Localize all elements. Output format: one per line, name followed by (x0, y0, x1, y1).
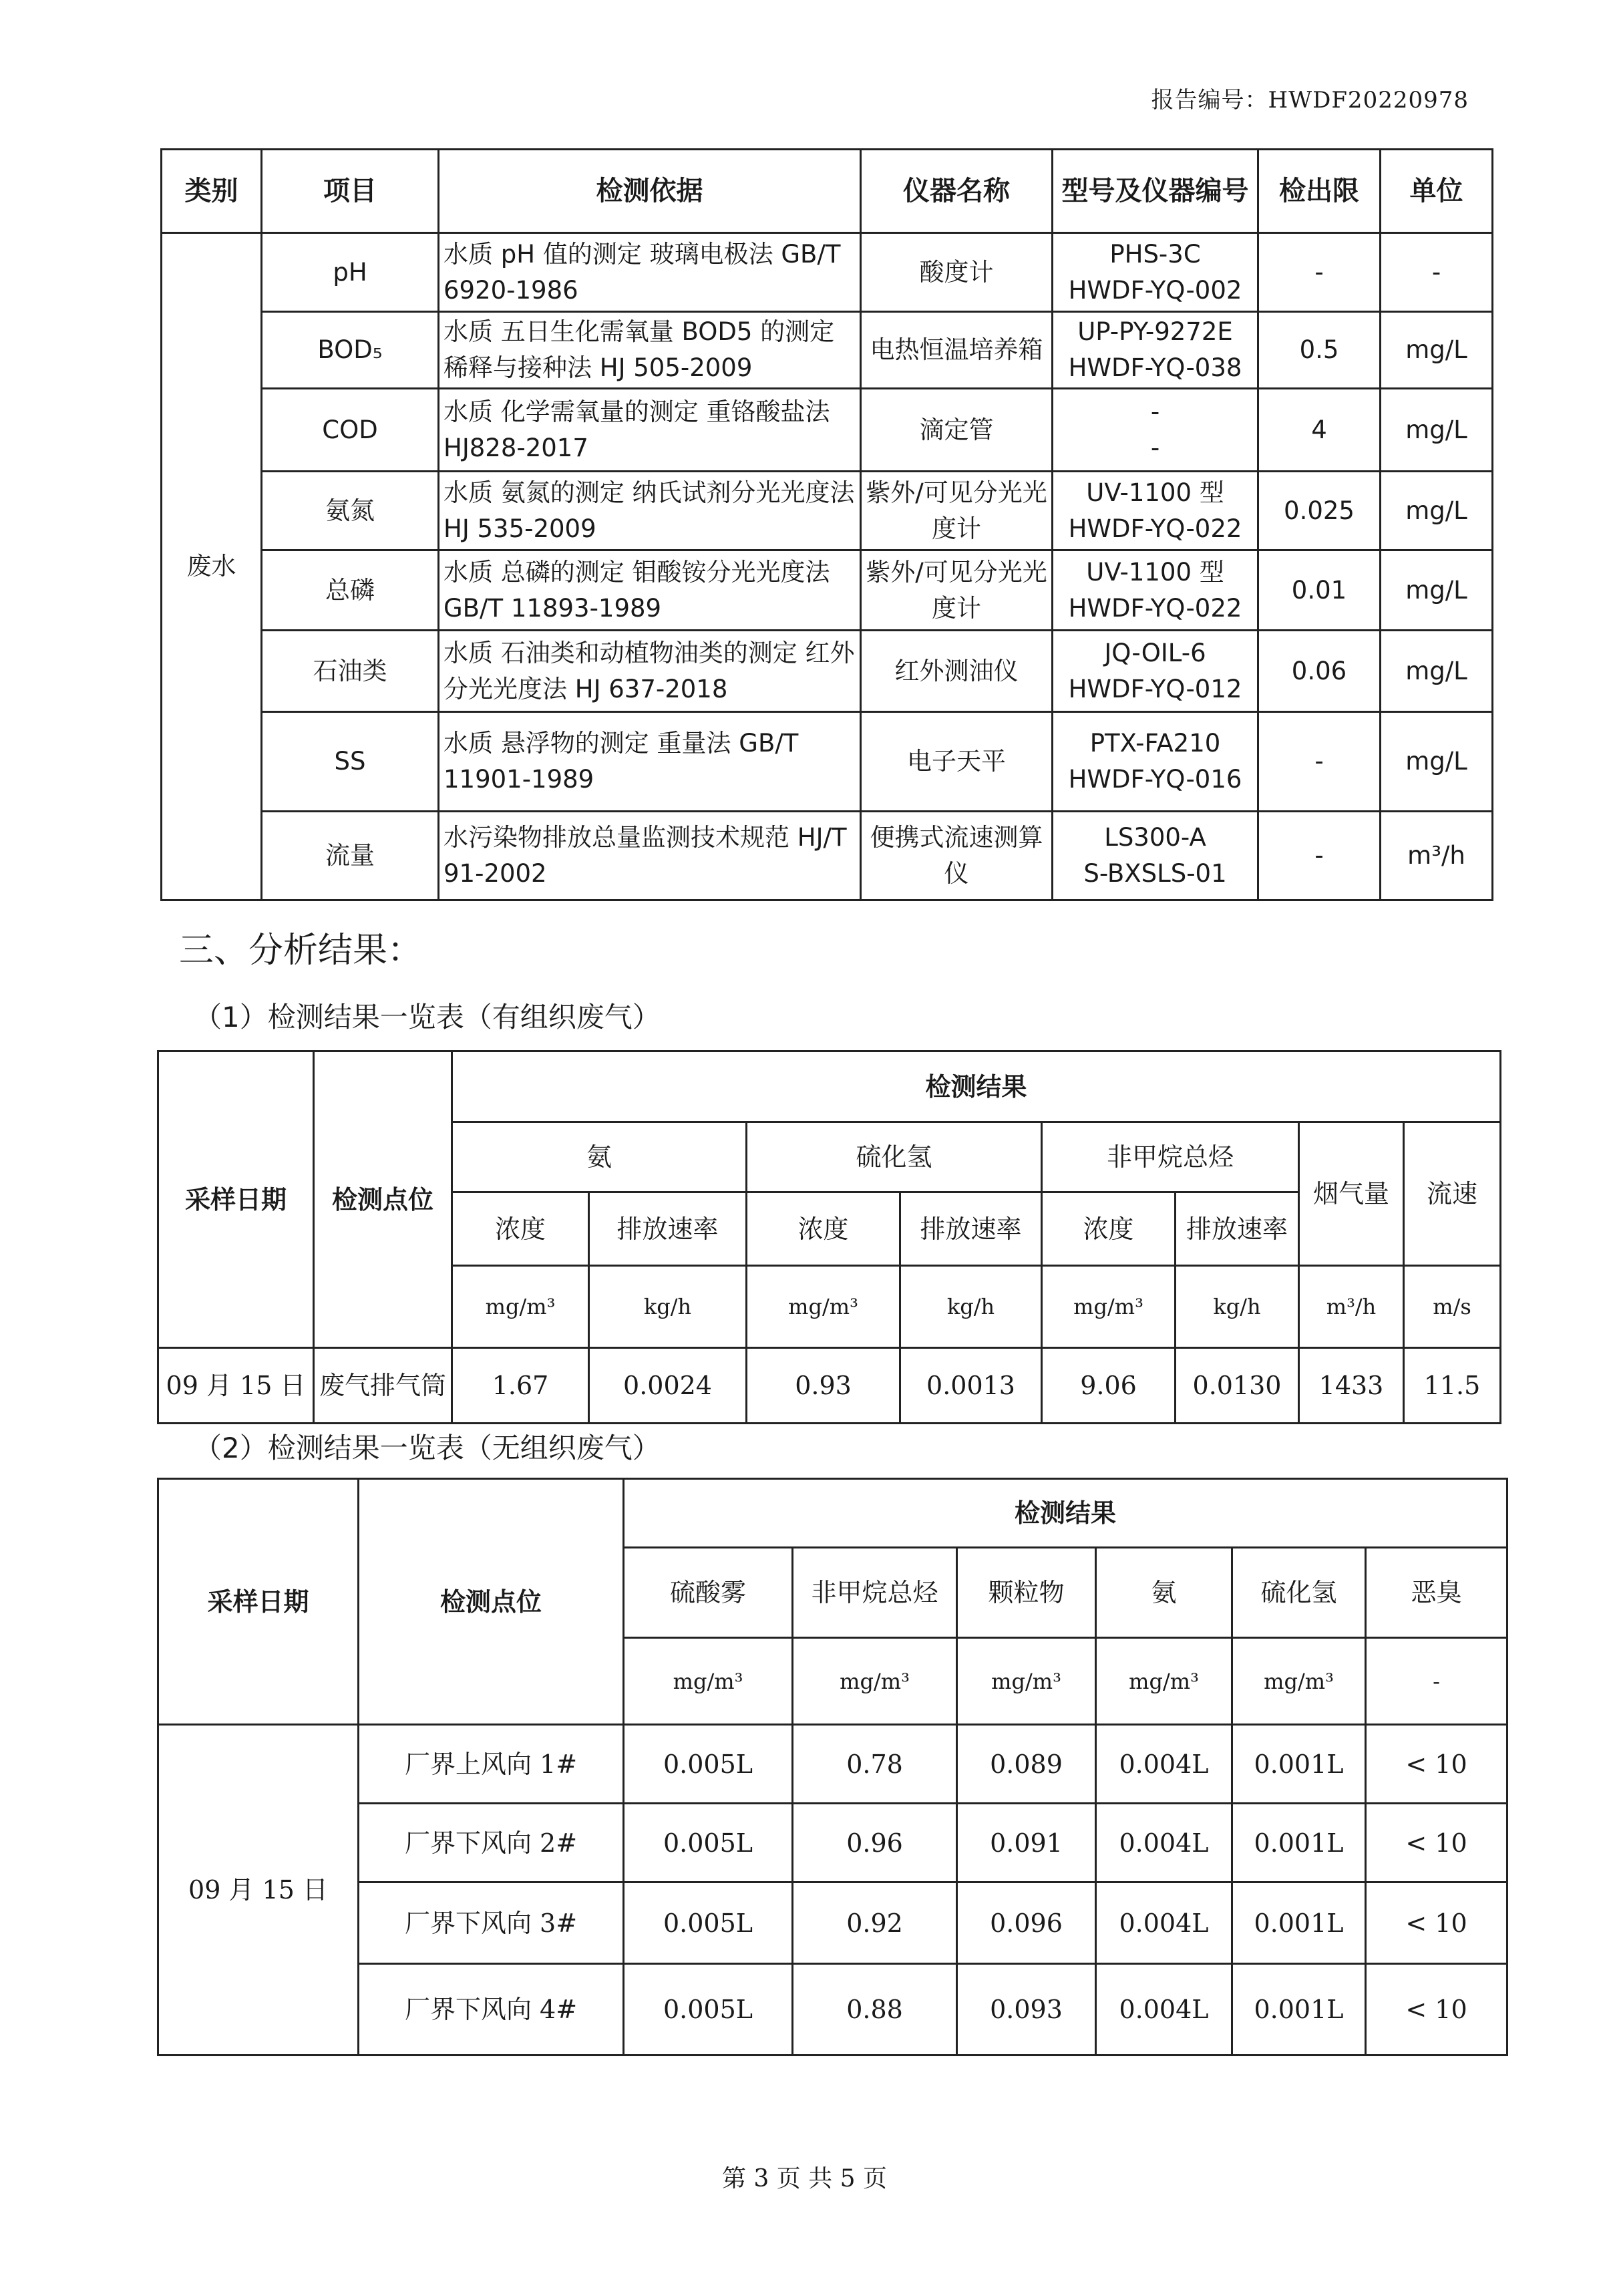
model-name: - (1150, 397, 1160, 426)
limit-cell: - (1258, 712, 1381, 812)
table-row (158, 1882, 1507, 1964)
instrument-cell: 紫外/可见分光光度计 (861, 472, 1053, 550)
limit-cell: 0.06 (1258, 631, 1381, 712)
model-cell (1053, 389, 1258, 472)
table-row (162, 812, 1493, 900)
basis-cell: 水质 五日生化需氧量 BOD5 的测定 稀释与接种法 HJ 505-2009 (439, 312, 861, 389)
header-odor: 恶臭 (1366, 1548, 1507, 1638)
unit-cell: m/s (1404, 1266, 1501, 1348)
value-cell: 0.001L (1232, 1725, 1366, 1804)
basis-cell: 水质 总磷的测定 钼酸铵分光光度法 GB/T 11893-1989 (439, 550, 861, 631)
value-cell: 0.093 (957, 1964, 1096, 2056)
model-cell (1053, 550, 1258, 631)
value-cell: 0.005L (624, 1964, 793, 2056)
point-cell: 厂界上风向 1# (359, 1725, 624, 1804)
item-cell: BOD₅ (262, 312, 439, 389)
header-h2s: 硫化氢 (747, 1122, 1042, 1192)
value-cell: 0.92 (793, 1882, 957, 1964)
value-cell: < 10 (1366, 1725, 1507, 1804)
unit-cell: mg/L (1381, 550, 1493, 631)
header-result: 检测结果 (624, 1479, 1507, 1548)
model-number: HWDF-YQ-038 (1068, 353, 1242, 382)
header-conc: 浓度 (1042, 1192, 1176, 1266)
category-cell: 废水 (162, 233, 262, 900)
instrument-cell: 红外测油仪 (861, 631, 1053, 712)
table-row (162, 631, 1493, 712)
unit-cell: mg/L (1381, 631, 1493, 712)
date-cell: 09 月 15 日 (158, 1725, 359, 2056)
value-cell: 0.091 (957, 1804, 1096, 1882)
value-cell: 0.004L (1096, 1804, 1232, 1882)
organized-results-table (157, 1050, 1501, 1424)
model-name: UV-1100 型 (1086, 557, 1224, 587)
value-cell: 0.005L (624, 1725, 793, 1804)
model-number: HWDF-YQ-002 (1068, 275, 1242, 305)
basis-cell: 水质 化学需氧量的测定 重铬酸盐法 HJ828-2017 (439, 389, 861, 472)
limit-cell: 4 (1258, 389, 1381, 472)
item-cell: COD (262, 389, 439, 472)
basis-cell: 水污染物排放总量监测技术规范 HJ/T 91-2002 (439, 812, 861, 900)
header-category: 类别 (162, 150, 262, 233)
basis-cell: 水质 石油类和动植物油类的测定 红外分光光度法 HJ 637-2018 (439, 631, 861, 712)
item-cell: 总磷 (262, 550, 439, 631)
item-cell: 氨氮 (262, 472, 439, 550)
table-row (162, 389, 1493, 472)
point-cell: 废气排气筒 (314, 1348, 452, 1424)
unorganized-results-table (157, 1478, 1508, 2056)
header-h2s: 硫化氢 (1232, 1548, 1366, 1638)
table-row (162, 312, 1493, 389)
header-point: 检测点位 (359, 1479, 624, 1725)
model-cell (1053, 312, 1258, 389)
value-cell: 0.88 (793, 1964, 957, 2056)
instrument-cell: 电热恒温培养箱 (861, 312, 1053, 389)
value-cell: 0.005L (624, 1882, 793, 1964)
section-title: 三、分析结果： (179, 931, 423, 971)
value-cell: < 10 (1366, 1964, 1507, 2056)
value-cell: 0.004L (1096, 1964, 1232, 2056)
unit-cell: mg/m³ (747, 1266, 900, 1348)
header-model: 型号及仪器编号 (1053, 150, 1258, 233)
value-cell: 0.001L (1232, 1964, 1366, 2056)
date-cell: 09 月 15 日 (158, 1348, 314, 1424)
item-cell: 流量 (262, 812, 439, 900)
unit-cell: m³/h (1299, 1266, 1404, 1348)
model-name: JQ-OIL-6 (1104, 638, 1206, 667)
header-flow-speed: 流速 (1404, 1122, 1501, 1266)
header-point: 检测点位 (314, 1051, 452, 1348)
header-rate: 排放速率 (589, 1192, 747, 1266)
model-number: HWDF-YQ-022 (1068, 593, 1242, 623)
item-cell: pH (262, 233, 439, 312)
table-row (162, 550, 1493, 631)
table-row (158, 1348, 1501, 1424)
method-table (160, 148, 1493, 901)
basis-cell: 水质 氨氮的测定 纳氏试剂分光光度法 HJ 535-2009 (439, 472, 861, 550)
unit-cell: kg/h (1176, 1266, 1299, 1348)
header-result: 检测结果 (452, 1051, 1501, 1122)
header-sulfuric-mist: 硫酸雾 (624, 1548, 793, 1638)
model-number: HWDF-YQ-022 (1068, 514, 1242, 543)
basis-cell: 水质 悬浮物的测定 重量法 GB/T 11901-1989 (439, 712, 861, 812)
method-table-header (162, 150, 1493, 233)
item-cell: SS (262, 712, 439, 812)
value-cell: 0.93 (747, 1348, 900, 1424)
limit-cell: 0.025 (1258, 472, 1381, 550)
header-ammonia: 氨 (1096, 1548, 1232, 1638)
model-cell (1053, 712, 1258, 812)
page-footer: 第 3 页 共 5 页 (721, 2165, 888, 2192)
unit-cell: mg/L (1381, 472, 1493, 550)
header-flue-gas: 烟气量 (1299, 1122, 1404, 1266)
model-cell (1053, 812, 1258, 900)
model-name: UV-1100 型 (1086, 478, 1224, 507)
limit-cell: 0.5 (1258, 312, 1381, 389)
model-number: - (1150, 433, 1160, 462)
report-number: 报告编号：HWDF20220978 (1151, 87, 1469, 114)
value-cell: 0.0013 (900, 1348, 1042, 1424)
header-basis: 检测依据 (439, 150, 861, 233)
unit-cell: mg/L (1381, 312, 1493, 389)
limit-cell: - (1258, 812, 1381, 900)
value-cell: 1433 (1299, 1348, 1404, 1424)
point-cell: 厂界下风向 2# (359, 1804, 624, 1882)
instrument-cell: 滴定管 (861, 389, 1053, 472)
header-conc: 浓度 (452, 1192, 589, 1266)
value-cell: 0.0024 (589, 1348, 747, 1424)
value-cell: 1.67 (452, 1348, 589, 1424)
value-cell: < 10 (1366, 1804, 1507, 1882)
value-cell: < 10 (1366, 1882, 1507, 1964)
header-nmhc: 非甲烷总烃 (793, 1548, 957, 1638)
value-cell: 9.06 (1042, 1348, 1176, 1424)
table-row (158, 1804, 1507, 1882)
unit-cell: mg/m³ (1042, 1266, 1176, 1348)
value-cell: 0.78 (793, 1725, 957, 1804)
model-name: LS300-A (1104, 823, 1206, 852)
unit-cell: mg/m³ (624, 1638, 793, 1725)
instrument-cell: 紫外/可见分光光度计 (861, 550, 1053, 631)
unit-cell: mg/m³ (1096, 1638, 1232, 1725)
unit-cell: mg/m³ (1232, 1638, 1366, 1725)
value-cell: 0.096 (957, 1882, 1096, 1964)
unit-cell: kg/h (900, 1266, 1042, 1348)
model-number: HWDF-YQ-016 (1068, 765, 1242, 794)
unit-cell: m³/h (1381, 812, 1493, 900)
point-cell: 厂界下风向 3# (359, 1882, 624, 1964)
header-rate: 排放速率 (1176, 1192, 1299, 1266)
table-row (158, 1964, 1507, 2056)
organized-subtitle: （1）检测结果一览表（有组织废气） (194, 1001, 661, 1033)
table-row (162, 712, 1493, 812)
header-nmhc: 非甲烷总烃 (1042, 1122, 1299, 1192)
limit-cell: 0.01 (1258, 550, 1381, 631)
unit-cell: mg/m³ (957, 1638, 1096, 1725)
limit-cell: - (1258, 233, 1381, 312)
unit-cell: mg/m³ (793, 1638, 957, 1725)
table-row (162, 472, 1493, 550)
header-conc: 浓度 (747, 1192, 900, 1266)
basis-cell: 水质 pH 值的测定 玻璃电极法 GB/T 6920-1986 (439, 233, 861, 312)
header-date: 采样日期 (158, 1479, 359, 1725)
model-number: S-BXSLS-01 (1083, 859, 1227, 888)
item-cell: 石油类 (262, 631, 439, 712)
model-name: PTX-FA210 (1089, 729, 1221, 758)
unit-cell: kg/h (589, 1266, 747, 1348)
instrument-cell: 电子天平 (861, 712, 1053, 812)
unit-cell: - (1366, 1638, 1507, 1725)
model-cell (1053, 472, 1258, 550)
unorganized-subtitle: （2）检测结果一览表（无组织废气） (194, 1432, 661, 1464)
point-cell: 厂界下风向 4# (359, 1964, 624, 2056)
model-cell (1053, 631, 1258, 712)
unit-cell: mg/L (1381, 389, 1493, 472)
header-date: 采样日期 (158, 1051, 314, 1348)
header-particulate: 颗粒物 (957, 1548, 1096, 1638)
value-cell: 0.004L (1096, 1882, 1232, 1964)
value-cell: 0.0130 (1176, 1348, 1299, 1424)
table-row (162, 233, 1493, 312)
table-row (158, 1725, 1507, 1804)
header-ammonia: 氨 (452, 1122, 747, 1192)
value-cell: 0.089 (957, 1725, 1096, 1804)
unit-cell: mg/m³ (452, 1266, 589, 1348)
header-unit: 单位 (1381, 150, 1493, 233)
instrument-cell: 酸度计 (861, 233, 1053, 312)
model-number: HWDF-YQ-012 (1068, 674, 1242, 703)
value-cell: 11.5 (1404, 1348, 1501, 1424)
instrument-cell: 便携式流速测算仪 (861, 812, 1053, 900)
value-cell: 0.004L (1096, 1725, 1232, 1804)
model-cell (1053, 233, 1258, 312)
header-limit: 检出限 (1258, 150, 1381, 233)
value-cell: 0.001L (1232, 1882, 1366, 1964)
header-rate: 排放速率 (900, 1192, 1042, 1266)
value-cell: 0.001L (1232, 1804, 1366, 1882)
value-cell: 0.005L (624, 1804, 793, 1882)
unit-cell: mg/L (1381, 712, 1493, 812)
unit-cell: - (1381, 233, 1493, 312)
header-instrument: 仪器名称 (861, 150, 1053, 233)
header-item: 项目 (262, 150, 439, 233)
value-cell: 0.96 (793, 1804, 957, 1882)
model-name: UP-PY-9272E (1077, 317, 1233, 346)
model-name: PHS-3C (1109, 239, 1201, 269)
